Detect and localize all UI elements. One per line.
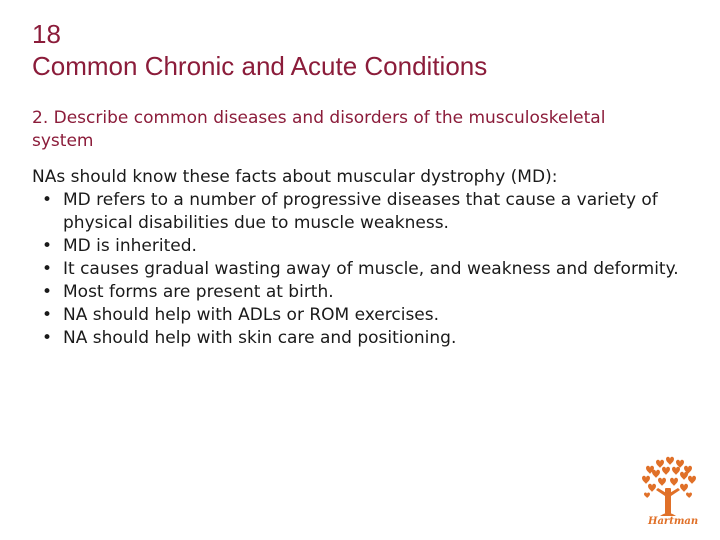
list-item [32, 258, 692, 281]
list-item-text: It causes gradual wasting away of muscle, and weakness and deformity. [63, 259, 679, 279]
content-body [32, 166, 692, 350]
intro-text: NAs should know these facts about muscular dystrophy (MD): [32, 167, 558, 187]
list-item-text: MD refers to a number of progressive diseases that cause a variety of physical disabilities due to muscle weakness. [63, 190, 658, 233]
bullet-icon: • [42, 259, 53, 279]
bullet-icon: • [42, 328, 53, 348]
list-item [32, 281, 692, 304]
tree-of-hearts-icon [636, 454, 700, 518]
list-item-text: MD is inherited. [63, 236, 197, 256]
list-item-text: Most forms are present at birth. [63, 282, 334, 302]
chapter-number: 18 [32, 19, 61, 49]
chapter-title: Common Chronic and Acute Conditions [32, 51, 488, 81]
list-item-text: NA should help with skin care and positioning. [63, 328, 457, 348]
bullet-icon: • [42, 305, 53, 325]
list-item [32, 327, 692, 350]
bullet-icon: • [42, 190, 53, 210]
bullet-list [32, 189, 692, 350]
list-item [32, 235, 692, 258]
list-item-text: NA should help with ADLs or ROM exercises. [63, 305, 440, 325]
list-item [32, 189, 692, 235]
learning-objective: 2. Describe common diseases and disorders of the musculoskeletal system [32, 108, 606, 151]
bullet-icon: • [42, 236, 53, 256]
logo-text: Hartman [648, 516, 699, 527]
list-item [32, 304, 692, 327]
bullet-icon: • [42, 282, 53, 302]
slide-title [32, 18, 487, 82]
